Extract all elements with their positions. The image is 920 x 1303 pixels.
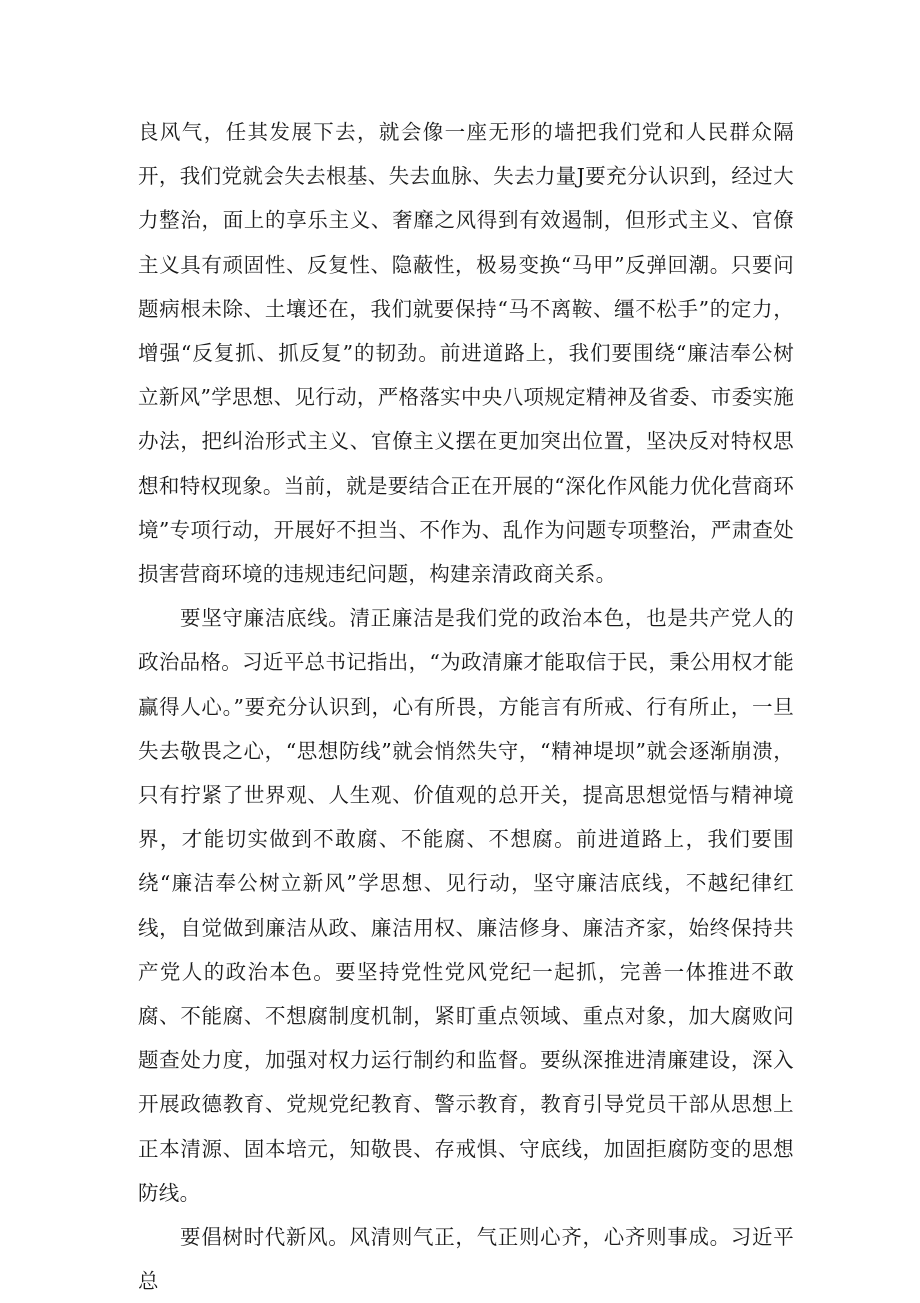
paragraph-integrity-bottom-line: 要坚守廉洁底线。清正廉洁是我们党的政治本色，也是共产党人的政治品格。习近平总书记指出，“为政清廉才能取信于民，秉公用权才能赢得人心。”要充分认识到，心有所畏，方能言有所戒、行有所止，一旦失去敬畏之心，“思想防线”就会悄然失守，“精神堤坝”就会逐渐崩溃，只有拧紧了世界观、人生观、价值观的总开关，提高思想觉悟与精神境界，才能切实做到不敢腐、不能腐、不想腐。前进道路上，我们要围绕“廉洁奉公树立新风”学思想、见行动，坚守廉洁底线，不越纪律红线，自觉做到廉洁从政、廉洁用权、廉洁修身、廉洁齐家，始终保持共产党人的政治本色。要坚持党性党风党纪一起抓，完善一体推进不敢腐、不能腐、不想腐制度机制，紧盯重点领域、重点对象，加大腐败问题查处力度，加强对权力运行制约和监督。要纵深推进清廉建设，深入开展政德教育、党规党纪教育、警示教育，教育引导党员干部从思想上正本清源、固本培元，知敬畏、存戒惧、守底线，加固拒腐防变的思想防线。 — [138, 606, 794, 1205]
document-body — [138, 110, 794, 1303]
paragraph-new-style: 要倡树时代新风。风清则气正，气正则心齐，心齐则事成。习近平总 — [138, 1225, 794, 1294]
paragraph-continuation: 良风气，任其发展下去，就会像一座无形的墙把我们党和人民群众隔开，我们党就会失去根基、失去血脉、失去力量J要充分认识到，经过大力整治，面上的享乐主义、奢靡之风得到有效遏制，但形式主义、官僚主义具有顽固性、反复性、隐蔽性，极易变换“马甲”反弹回潮。只要问题病根未除、土壤还在，我们就要保持“马不离鞍、缰不松手”的定力，增强“反复抓、抓反复”的韧劲。前进道路上，我们要围绕“廉洁奉公树立新风”学思想、见行动，严格落实中央八项规定精神及省委、市委实施办法，把纠治形式主义、官僚主义摆在更加突出位置，坚决反对特权思想和特权现象。当前，就是要结合正在开展的“深化作风能力优化营商环境”专项行动，开展好不担当、不作为、乱作为问题专项整治，严肃查处损害营商环境的违规违纪问题，构建亲清政商关系。 — [138, 120, 794, 587]
